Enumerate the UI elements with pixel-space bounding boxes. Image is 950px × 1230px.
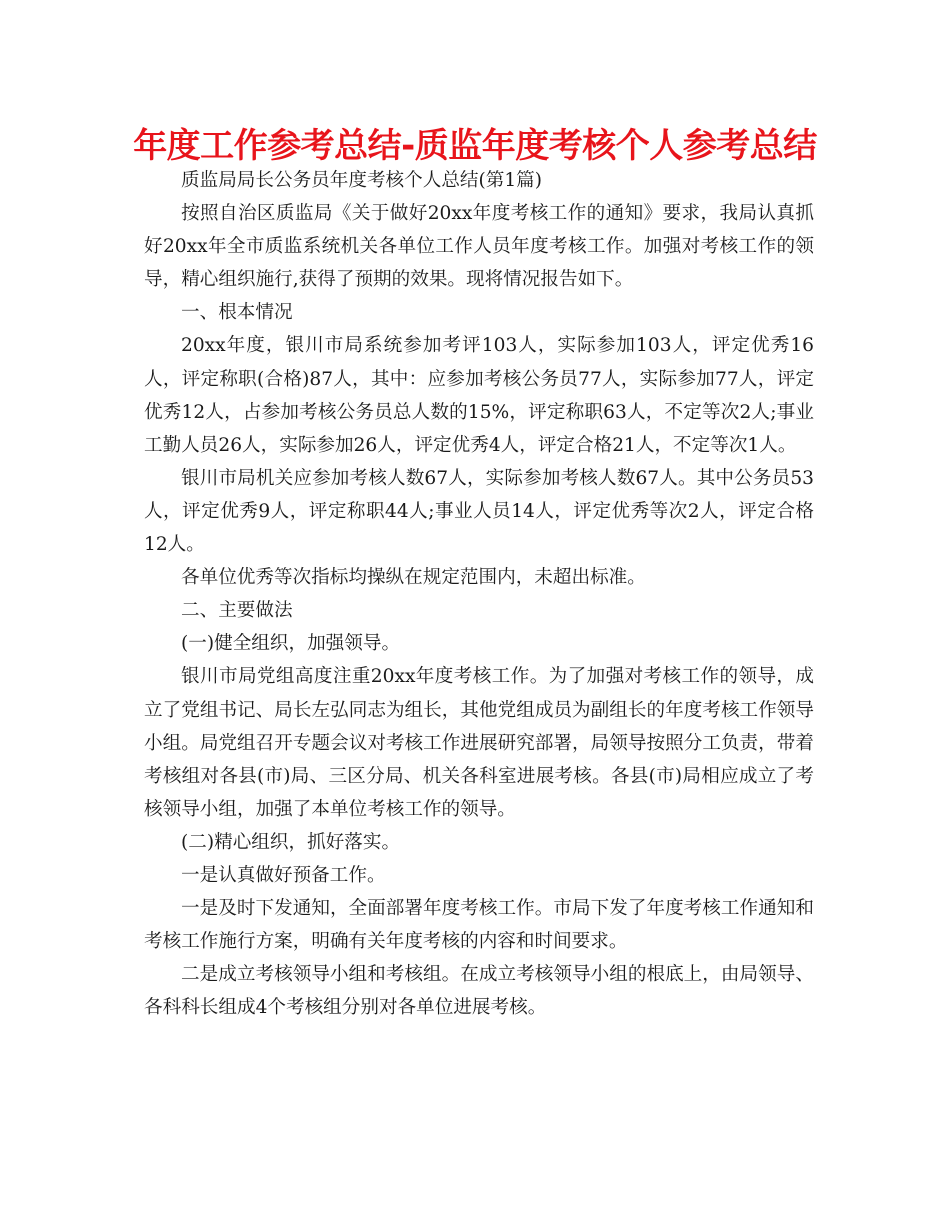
document-title: 年度工作参考总结-质监年度考核个人参考总结 <box>133 126 817 166</box>
subsection-heading: (二)精心组织，抓好落实。 <box>181 831 401 853</box>
paragraph: 银川市局党组高度注重20xx年度考核工作。为了加强对考核工作的领导，成立了党组书记、局长左弘同志为组长，其他党组成员为副组长的年度考核工作领导小组。局党组召开专题会议对考核工作进展研究部署，局领导按照分工负责，带着考核组对各县(市)局、三区分局、机关各科室进展考核。各县(市)局相应成立了考核领导小组，加强了本单位考核工作的领导。 <box>144 666 814 820</box>
subtitle: 质监局局长公务员年度考核个人总结(第1篇) <box>181 170 543 191</box>
paragraph: 20xx年度，银川市局系统参加考评103人，实际参加103人，评定优秀16人，评定称职(合格)87人，其中：应参加考核公务员77人，实际参加77人，评定优秀12人，占参加考核公务员总人数的15%，评定称职63人，不定等次2人;事业工勤人员26人，实际参加26人，评定优秀4人，评定合格21人，不定等次1人。 <box>144 335 814 456</box>
paragraph: 各单位优秀等次指标均操纵在规定范围内，未超出标准。 <box>181 567 646 589</box>
paragraph: 按照自治区质监局《关于做好20xx年度考核工作的通知》要求，我局认真抓好20xx年全市质监系统机关各单位工作人员年度考核工作。加强对考核工作的领导，精心组织施行,获得了预期的效果。现将情况报告如下。 <box>144 203 814 291</box>
section-heading: 二、主要做法 <box>181 600 293 622</box>
section-heading: 一、根本情况 <box>181 302 293 324</box>
paragraph: 一是及时下发通知，全面部署年度考核工作。市局下发了年度考核工作通知和考核工作施行方案，明确有关年度考核的内容和时间要求。 <box>144 898 814 953</box>
paragraph: 二是成立考核领导小组和考核组。在成立考核领导小组的根底上，由局领导、各科科长组成4个考核组分别对各单位进展考核。 <box>144 964 814 1019</box>
paragraph: 一是认真做好预备工作。 <box>181 864 386 886</box>
subsection-heading: (一)健全组织，加强领导。 <box>181 633 401 655</box>
document-body <box>144 164 814 1024</box>
paragraph: 银川市局机关应参加考核人数67人，实际参加考核人数67人。其中公务员53人，评定优秀9人，评定称职44人;事业人员14人，评定优秀等次2人，评定合格12人。 <box>144 467 814 556</box>
